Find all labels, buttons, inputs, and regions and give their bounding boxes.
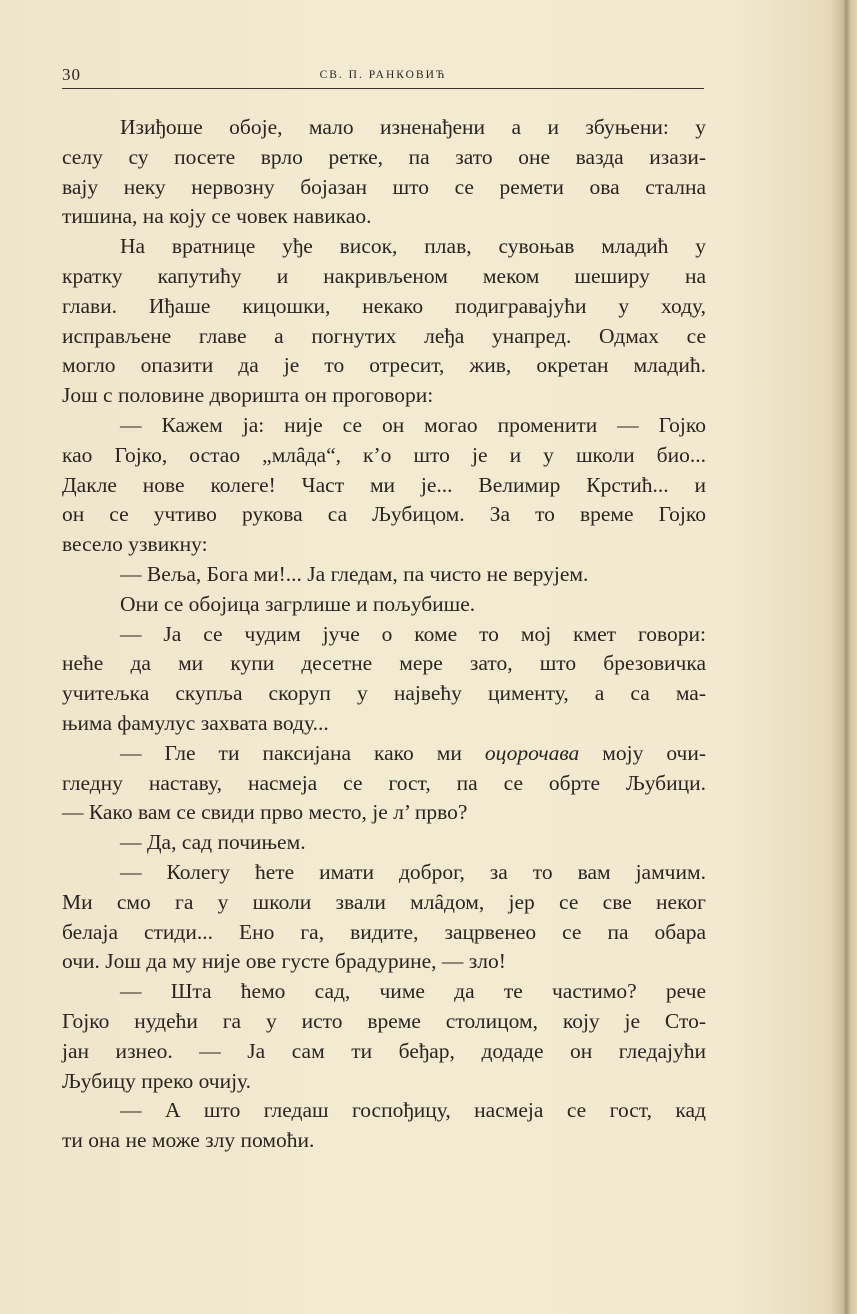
text-line: глави. Иђаше кицошки, некако подигравајући у ходу,: [62, 293, 706, 318]
text-line: [62, 739, 706, 769]
text-line: — Вељa, Бога ми!... Ја гледам, па чисто не верујем.: [120, 561, 589, 586]
text-line: ти она не може злу помоћи.: [62, 1128, 315, 1153]
text-line: он се учтиво рукова са Љубицом. За то време Гојко: [62, 502, 706, 527]
text-line: неће да ми купи десетне мере зато, што брезовичка: [62, 651, 706, 676]
text-line: кратку капутићу и накривљеном меком шеширу на: [62, 263, 706, 288]
text-line: — Ја се чудим јуче о коме то мој кмет говори:: [120, 621, 706, 646]
text-line: очи. Још да му није ове густе брадурине, — зло!: [62, 949, 506, 974]
text-line: тишина, на коју се човек навикао.: [62, 204, 372, 229]
text-line: — Шта ћемо сад, чиме да те частимо? рече: [120, 979, 706, 1004]
text-line: као Гојко, остао „млȃда“, к’о што је и у школи био...: [62, 442, 706, 467]
text-line: — А што гледаш госпођицу, насмеја се гост, кад: [120, 1098, 706, 1123]
text-line: весело узвикну:: [62, 532, 208, 557]
running-head: СВ. П. РАНКОВИЋ: [319, 69, 447, 81]
text-line: исправљене главе а погнутих леђа унапред. Одмах се: [62, 323, 706, 348]
text-line: јан изнео. — Ја сам ти беђар, додаде он гледајући: [62, 1038, 706, 1063]
text-line: Љубицу преко очију.: [62, 1068, 252, 1093]
text-line: белаја стиди... Ено га, видите, зацрвенео се па обара: [62, 919, 706, 944]
text-line: — Колегу ћете имати доброг, за то вам јамчим.: [120, 859, 706, 884]
text-segment: моју очи-: [579, 740, 707, 765]
italic-word: оцорочава: [484, 740, 580, 765]
text-line: њима фамулус захвата воду...: [62, 710, 329, 735]
text-segment: — Гле ти паксијана како ми: [120, 740, 462, 765]
body-text: [62, 113, 706, 1156]
text-line: — Кажем ја: није се он могао променити — Гојко: [120, 412, 706, 437]
page-binding-edge: [831, 0, 857, 1314]
text-line: Ми смо га у школи звали млȃдом, јер се све неког: [62, 889, 706, 914]
text-line: Изиђоше обоје, мало изненађени а и збуњени: у: [120, 115, 706, 139]
text-line: селу су посете врло ретке, па зато оне вазда изази-: [62, 144, 706, 169]
text-line: могло опазити да је то отресит, жив, окретан младић.: [62, 353, 706, 378]
text-line: — Како вам се свиди прво место, је л’ прво?: [62, 800, 468, 825]
text-line: Дакле нове колеге! Част ми је... Велимир Крстић... и: [62, 472, 706, 497]
text-line: учитељка скупља скоруп у највећу цименту, а са ма-: [62, 681, 706, 706]
text-line: Они се обојица загрлише и пољубише.: [120, 591, 476, 616]
text-line: гледну наставу, насмеја се гост, па се обрте Љубици.: [62, 770, 706, 795]
text-line: вају неку нервозну бојазан што се ремети ова стална: [62, 174, 706, 199]
text-line: На вратнице уђе висок, плав, сувоњав младић у: [120, 234, 706, 259]
page-number: 30: [62, 65, 81, 84]
text-line: Још с половине дворишта он проговори:: [62, 383, 434, 408]
page-header: [62, 62, 704, 89]
text-line: Гојко нудећи га у исто време столицом, коју је Сто-: [62, 1008, 706, 1033]
text-line: — Да, сад почињем.: [120, 830, 306, 855]
